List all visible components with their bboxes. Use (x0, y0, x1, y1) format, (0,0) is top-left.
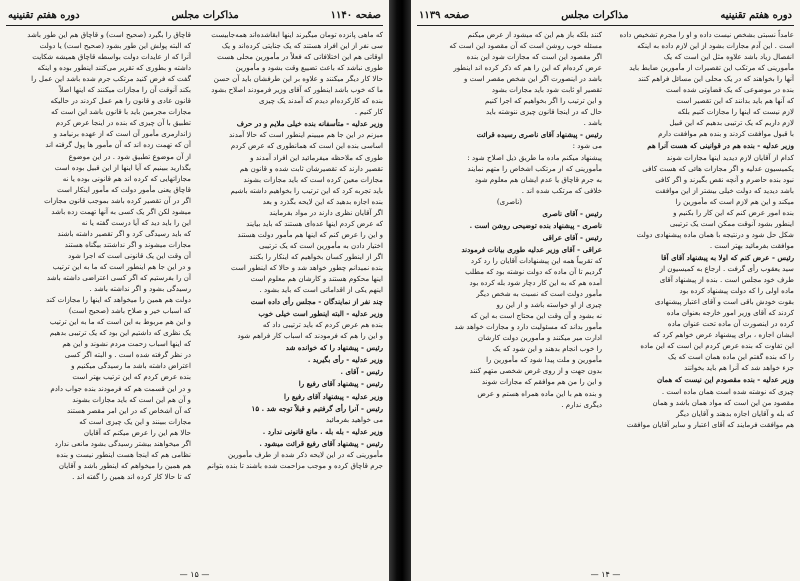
speaker-line: وزیر عدلیه - پیشنهاد آقای رفیع را (284, 391, 383, 401)
text-line: کدام از آقایان لازم دیدید اینها مجازات شوند (666, 152, 794, 162)
text-line: میشود لکن اگر یک کسی به آنها تهمت زده باشد (51, 206, 191, 216)
text-line: این را باید دید که آیا درست گفته یا نه (81, 217, 191, 227)
text-line: طرف خود مجلس است . بنده از پیشنهاد آقای (659, 275, 794, 285)
text-line: حالا کار دیگر میکنند و علاوه بر این طرفشان باید آن حسن (213, 74, 383, 84)
text-line: چیزی از او خواسته باشد و از این رو (496, 300, 602, 310)
text-line: ژاندارمری مأمور آن است که از عهده برنیامد و (53, 129, 191, 139)
speaker-line: رئیس - پیشنهاد را که خوانده شد (285, 343, 383, 353)
text-line: بنده امور عرض کنم که این کار را بکنیم و (673, 207, 794, 217)
text-line: و این را من هم موافقم که مجازات شوند (481, 377, 602, 387)
text-line: ادارت میر میکنند و مأمورین دولت کارشان (477, 333, 602, 343)
text-line: ماده اولی را که دولت پیشنهاد کرده بود (679, 286, 794, 296)
text-line: مأمورین و ملت پیدا شود که مأمورین را (486, 355, 602, 365)
speaker-line: چند نفر از نمایندگان - مجلس رأی داده است (250, 297, 383, 307)
text-line: دیگری ندارم . (561, 399, 602, 409)
text-line: باید تجربه کرد که این ترتیب را بخواهیم داشته باشیم (230, 185, 383, 195)
text-line: مجازات معین کرده است که باید مجازات بشوند (243, 174, 383, 184)
speaker-line: رئیس - آقای ناصری (542, 208, 602, 218)
text-line: (ناصری) (496, 196, 523, 206)
right-header-rule (417, 25, 794, 26)
left-columns (6, 29, 383, 567)
text-line: گردیم تا آن ماده که دولت نوشته بود که مطلب (465, 266, 602, 276)
text-line: و در این جا هم اینطور است که ما به این ترتیب (52, 261, 191, 271)
text-line: بدون جهت و از روی غرض شخصی متهم کنند (469, 366, 602, 376)
speaker-line: رئیس - پیشنهاد آقای رفیع قرائت میشود . (259, 438, 383, 448)
text-line: هم موافقت فرمایند که آقای اعتبار و سایر آقایان موافقت (626, 419, 794, 429)
text-line: در نظر گرفته شده است . و البته اگر کسی (64, 350, 191, 360)
text-line: میکند و این هم لازم است که مأمورین را (675, 196, 794, 206)
text-line: آمده هم که به این کار دچار شود بله کرده بود (469, 278, 602, 288)
text-line: که آنها هم باید بدانند که این تقصیر است (676, 96, 794, 106)
speaker-line: وزیر عدلیه - بنده هم در قوانینی که هست آنرا هم (647, 141, 794, 151)
text-line: حال که در اینجا قانون چیزی ننوشته باید (486, 107, 602, 117)
text-line: را که بنده گفتم این ماده همان است که یک (667, 352, 794, 362)
speaker-line: رئیس - پیشنهاد آقای رفیع را (298, 379, 383, 389)
speaker-line: رئیس - آقای عراقی (542, 232, 602, 242)
text-line: و این هم مربوط به این است که ما به این ترتیب (49, 317, 191, 327)
right-page-number: صفحه ۱۱۳۹ (419, 9, 470, 21)
text-line: مجازات مجرمین باید با قانون باشد این است که (51, 107, 191, 117)
left-header-rule (6, 25, 383, 26)
text-line: و آن هم این است که باید مجازات بشوند (72, 394, 191, 404)
text-line: که آن اشخاص که در این امر مقصر هستند (67, 405, 191, 415)
text-line: آنرا که از عایدات دولت بواسطه قاچاق همیشه شکایت (32, 52, 191, 62)
text-line: که بله و آقایان اجازه بدهند و آقایان دیگر (676, 408, 794, 418)
text-line: اعتراض داشته باشد ما رسیدگی میکنیم و (71, 361, 191, 371)
text-line: حالا هم این را عرض میکنم که آقایان (83, 427, 191, 437)
text-line: قاچاق را بگیرد (صحیح است) و قاچاق هم این طور باشد (27, 30, 191, 39)
text-line: بگذارید ببینیم که آیا اینها از این قبیل بوده است (54, 162, 191, 172)
text-line: بکند آنوقت آن را مجازات میکنند که اینها اصلاً (59, 85, 191, 95)
speaker-line: وزیر عدلیه - بنده مقصودم این نیست که همان (657, 375, 794, 385)
right-page-header (419, 6, 792, 24)
right-page-session: دوره هفتم تقنینیه (720, 9, 792, 21)
text-line: مأمورینی که مرتکب این تقصیرات از مأمورین ضابط باید (629, 63, 794, 73)
text-line: مأمورینی که از مرتکب اشخاص را متهم نمایند (467, 163, 602, 173)
text-line: جزء خواهد شد که آنرا هم باید بخوانند (684, 363, 794, 373)
text-line: که تا حالا کار کرده اند همین را گفته اند . (72, 471, 191, 481)
text-line: ایشان اجازه ، برای پیشنهاد عرض خواهم کرد که (652, 330, 794, 340)
text-line: باشد در اینصورت اگر این شخص مقصر است و (463, 74, 602, 84)
text-line: و بنده هم با این ماده همراه هستم و عرض (477, 388, 602, 398)
text-line: که اسباب خیر و صلاح باشد (صحیح است) (68, 306, 191, 316)
text-line: سید یعقوب رأی گرفت . ارجاع به کمیسیون از (659, 263, 794, 273)
text-line: شکل حل شود و درنتیجه با همان ماده پیشنهادی دولت (636, 229, 794, 239)
text-line: مجازاتهایی که کرده اند هم قانونی بوده یا نه (62, 173, 191, 183)
right-page-column-1 (609, 29, 794, 567)
speaker-line: رئیس - پیشنهاد آقای ناصری رسیده قرائت (476, 130, 602, 140)
text-line: بنده نمیدانم چطور خواهد شد و حالا که اینطور است (231, 262, 383, 272)
speaker-line: وزیر عدلیه - متأسفانه بنده خیلی ملایم و در حرف (236, 119, 383, 129)
right-page-footer: — ۱۴ — (590, 570, 621, 579)
text-line: مقصود من این است که مواد همان باشد و همان (652, 397, 794, 407)
text-line: می خواهید بفرمائید (325, 414, 383, 424)
text-line: آن وقت این یک قانونی است که اجرا شود (68, 250, 191, 260)
text-line: قانون عادی و قانون را هم عمل کردند در حالیکه (50, 96, 191, 106)
text-line: گفت که فرض کنید مرتکب جرم شده باشد این عمل را (31, 74, 191, 84)
text-line: کار کنیم . (354, 107, 383, 117)
right-page-column-2 (417, 29, 602, 567)
text-line: طوری نباشد که باعث تضییع وقت بشود و مأمورین (235, 63, 383, 73)
text-line: می شود : (572, 141, 602, 151)
text-line: سی نفر از این افراد هستند که یک جنایتی کرده‌اند و یک (221, 41, 383, 51)
text-line: مأمورینی که در این لایحه ذکر شده از طرف مأمورین (227, 449, 383, 459)
left-page-title: مذاکرات مجلس (171, 9, 239, 21)
speaker-line: رئیس - آقای . (340, 367, 383, 377)
text-line: عامداً نسبتی بشخص نیست داده و او را مجرم تشخیص داده (619, 30, 794, 39)
text-line: که تقریباً همه این پیشنهادات آقایان را رد کرد (470, 255, 602, 265)
text-line: یک نظری که داشتیم این بود که یک ترتیبی بدهیم (49, 328, 191, 338)
speaker-line: رئیس - آنرا رأی گرفتیم و قبلاً توجه شد . ۱۵ (251, 403, 383, 413)
speaker-line: وزیر عدلیه - بله بله . مانع قانونی ندارد . (262, 426, 383, 436)
text-line: مأمور دولت است که نسبت به شخص دیگر (476, 289, 602, 299)
text-line: کنند بلکه باز هم این که میشود از عرض میکنم (467, 30, 602, 39)
text-line: که اینها اسباب زحمت مردم نشوند و این هم (62, 339, 191, 349)
text-line: اگر در آن تقصیر کرده باشد بموجب قانون مجازات (44, 195, 191, 205)
text-line: نظامی هم که اینجا هست اینطور نیست و بنده (56, 449, 191, 459)
right-page-title: مذاکرات مجلس (561, 9, 629, 21)
text-line: بنده که کارکرده‌ام دیدم که آمدند یک چیزی (259, 96, 383, 106)
text-line: و این را هم که فرمودند که اسباب کار فراهم شود (237, 331, 383, 341)
left-page (0, 0, 389, 581)
right-columns (417, 29, 794, 567)
text-line: رسیدگی بشود و اگر نداشته باشد . (89, 284, 191, 294)
text-line: اگر آقایان نظری دارند در مواد بفرمایند (269, 207, 383, 217)
speaker-line: عراقی - آقای وزیر عدلیه طوری بیانات فرمودند (461, 244, 602, 254)
right-page (411, 0, 800, 581)
text-line: موافقت بفرمائید بهتر است . (709, 240, 794, 250)
text-line: تطبیق با آن چیزی که بنده در اینجا عرض کردم (55, 118, 191, 128)
text-line: بنده اجازه بدهید که این لایحه بگذرد و بعد (262, 196, 383, 206)
speaker-line: وزیر عدلیه - رأی بگیرید . (307, 355, 383, 365)
text-line: آن را بفرستیم که اگر کسی اعتراضی داشته باشد (46, 273, 191, 283)
text-line: طوری که ملاحظه میفرمائید این افراد آمدند و (250, 152, 383, 162)
speaker-line: رئیس - عرض کنم که اولا به پیشنهاد آقای آقا (661, 252, 794, 262)
text-line: از آن موضوع تطبیق شود . در این موضوع (68, 151, 191, 161)
left-page-session: دوره هفتم تقنینیه (8, 9, 80, 21)
text-line: یکمیسیون عدلیه و اگر مجازات هائی که هست کافی (642, 163, 794, 173)
left-page-column-2 (6, 29, 191, 567)
text-line: اینها محکوم هستند و کارشان هم معلوم است (250, 274, 383, 284)
text-line: پیشنهاد میکنم ماده ما طریق ذیل اصلاح شود : (467, 152, 602, 162)
text-line: دولت هم همین را میخواهد که اینها را مجازات کند (46, 295, 191, 305)
text-line: بقوت خودش باقی است و آقای اعتبار پیشنهادی (654, 297, 794, 307)
speaker-line: وزیر عدلیه - البته اینطور است خیلی خوب (258, 309, 383, 319)
text-line: با قبول موافقت کردند و بنده هم موافقت دارم (658, 129, 794, 139)
text-line: جرم قاچاق کرده و موجب مزاحمت شده باشند تا بنده بتوانم (207, 460, 383, 470)
left-page-column-1 (198, 29, 383, 567)
text-line: و در این قسمت هم که فرمودند بنده جواب دادم (50, 383, 191, 393)
text-line: مجازات میشوند و اگر نداشتند بیگناه هستند (64, 239, 191, 249)
text-line: کردند که آقای وزیر امور خارجه بعنوان ماده (666, 308, 794, 318)
text-line: نبود بنده حاضرم و آنچه نقص بگیرند و اگر کافی (655, 174, 794, 184)
text-line: اینهم یکی از اقداماتی است که باید بشود . (259, 285, 383, 295)
text-line: که باید رسیدگی کرد و اگر تقصیر داشته باشند (57, 228, 191, 238)
speaker-line: ناصری - پیشنهاد بنده توضیحی روشن است . (469, 220, 602, 230)
book-spine (389, 0, 411, 581)
text-line: باشد . (583, 118, 602, 128)
text-line: و این ترتیب را اگر بخواهیم که اجرا کنیم (484, 96, 602, 106)
text-line: تقصیر او ثابت شود باید مجازات بشود (491, 85, 602, 95)
text-line: بنده در موضوعی که یک قضاوتی شده است (665, 85, 794, 95)
text-line: که ماهی پانزده تومان میگیرند اینها ابقاشده‌اند همه‌جابیست (211, 30, 383, 39)
text-line: مجازات ببینند و این یک چیزی است که (79, 416, 191, 426)
text-line: را خوب انجام بدهند و این شود که یک (492, 344, 602, 354)
text-line: کرده در اینصورت آن ماده تحت عنوان ماده (667, 319, 794, 329)
left-page-footer: — ۱۵ — (179, 570, 210, 579)
text-line: ما که خوب باشد اینطور که آقای وزیر فرمودند اصلاح بشود (211, 85, 383, 95)
text-line: اختیار دادن به مأمورین است که یک ترتیبی (259, 240, 383, 250)
text-line: عرض کرده‌ام که این را هم که ذکر کرده اند اینطور (453, 63, 602, 73)
text-line: اوقاتی هم این اختلافاتی که فعلاً در مأمورین محلی هست (217, 52, 383, 62)
text-line: داشته و بطوری که تقریر می‌کنند اینطور بوده و اینکه (37, 63, 191, 73)
text-line: باشد دیدید که دولت خیلی بیشتر از این موافقت (655, 185, 794, 195)
text-line: اساسی بنده این است که همانطوری که عرض کردم (230, 141, 383, 151)
text-line: آن که تهمت زده اند که آن مأمور ها پول گرفته اند (45, 140, 191, 150)
text-line: تقصیر دارند که تقصیرشان ثابت شده و قانون هم (239, 163, 383, 173)
text-line: اگر میخواهند بیشتر رسیدگی بشود مانعی ندارد (54, 438, 191, 448)
text-line: مأمور بداند که مسئولیت دارد و مجازات خواهد شد (454, 322, 602, 332)
text-line: و این را عرض کنم که اینها هم مأمور دولت هستند (237, 229, 383, 239)
text-line: اگر از اینطور کسان بخواهیم که اینکار را بکنند (249, 251, 383, 261)
text-line: چیزی که نوشته شده است همان ماده است . (661, 386, 794, 396)
text-line: که البته پولش این طور بشود (صحیح است) یا دولت (39, 41, 191, 51)
text-line: لازم نیست که اینها را مجازات کنیم بلکه (677, 107, 794, 117)
text-line: بنده عرض کردم که این ترتیب بهتر است (72, 372, 191, 382)
text-line: است . این آدم مجازات بشود از این لازم داده به اینکه (637, 41, 794, 51)
text-line: نه بشود و آن وقت این محتاج است به این که (470, 311, 602, 321)
text-line: میزنم در این جا هم میبینم اینطور است که حالا آمدند (229, 130, 383, 140)
text-line: خلافی که مرتکب شده اند . (521, 185, 602, 195)
text-line: قاچاق یعنی مأمور دولت که مأمور اینکار است (57, 184, 191, 194)
text-line: که عرض کردم اینها عده‌ای هستند که باید بیایند (246, 218, 383, 228)
left-page-header (8, 6, 381, 24)
text-line: اگر مقصود این است که مجازات شود این بنده (466, 52, 602, 62)
text-line: به جرم قاچاق یا عدم ایشان هم معلوم شود (474, 174, 602, 184)
text-line: آنها را بخواهند که در یک محلی این مسائل فراهم کنند (638, 74, 794, 84)
text-line: هم همین را میخواهم که اینطور باشد و آقایان (58, 460, 191, 470)
left-page-number: صفحه ۱۱۴۰ (330, 9, 381, 21)
text-line: لازم داریم که یک ترتیبی بدهیم که این قبیل (669, 118, 794, 128)
text-line: اینطور بشود آنوقت ممکن است یک ترتیبی (669, 218, 794, 228)
text-line: انفصال زیاد باشد علاوه مثل این است که یک (663, 52, 794, 62)
text-line: این تفاوت که بنده عرض کردم این است که این ماده (640, 341, 794, 351)
text-line: مسئله خوب روشن است که آن مقصود این است که (449, 41, 602, 51)
text-line: بنده هم عرض کردم که باید ترتیبی داد که (262, 320, 383, 330)
